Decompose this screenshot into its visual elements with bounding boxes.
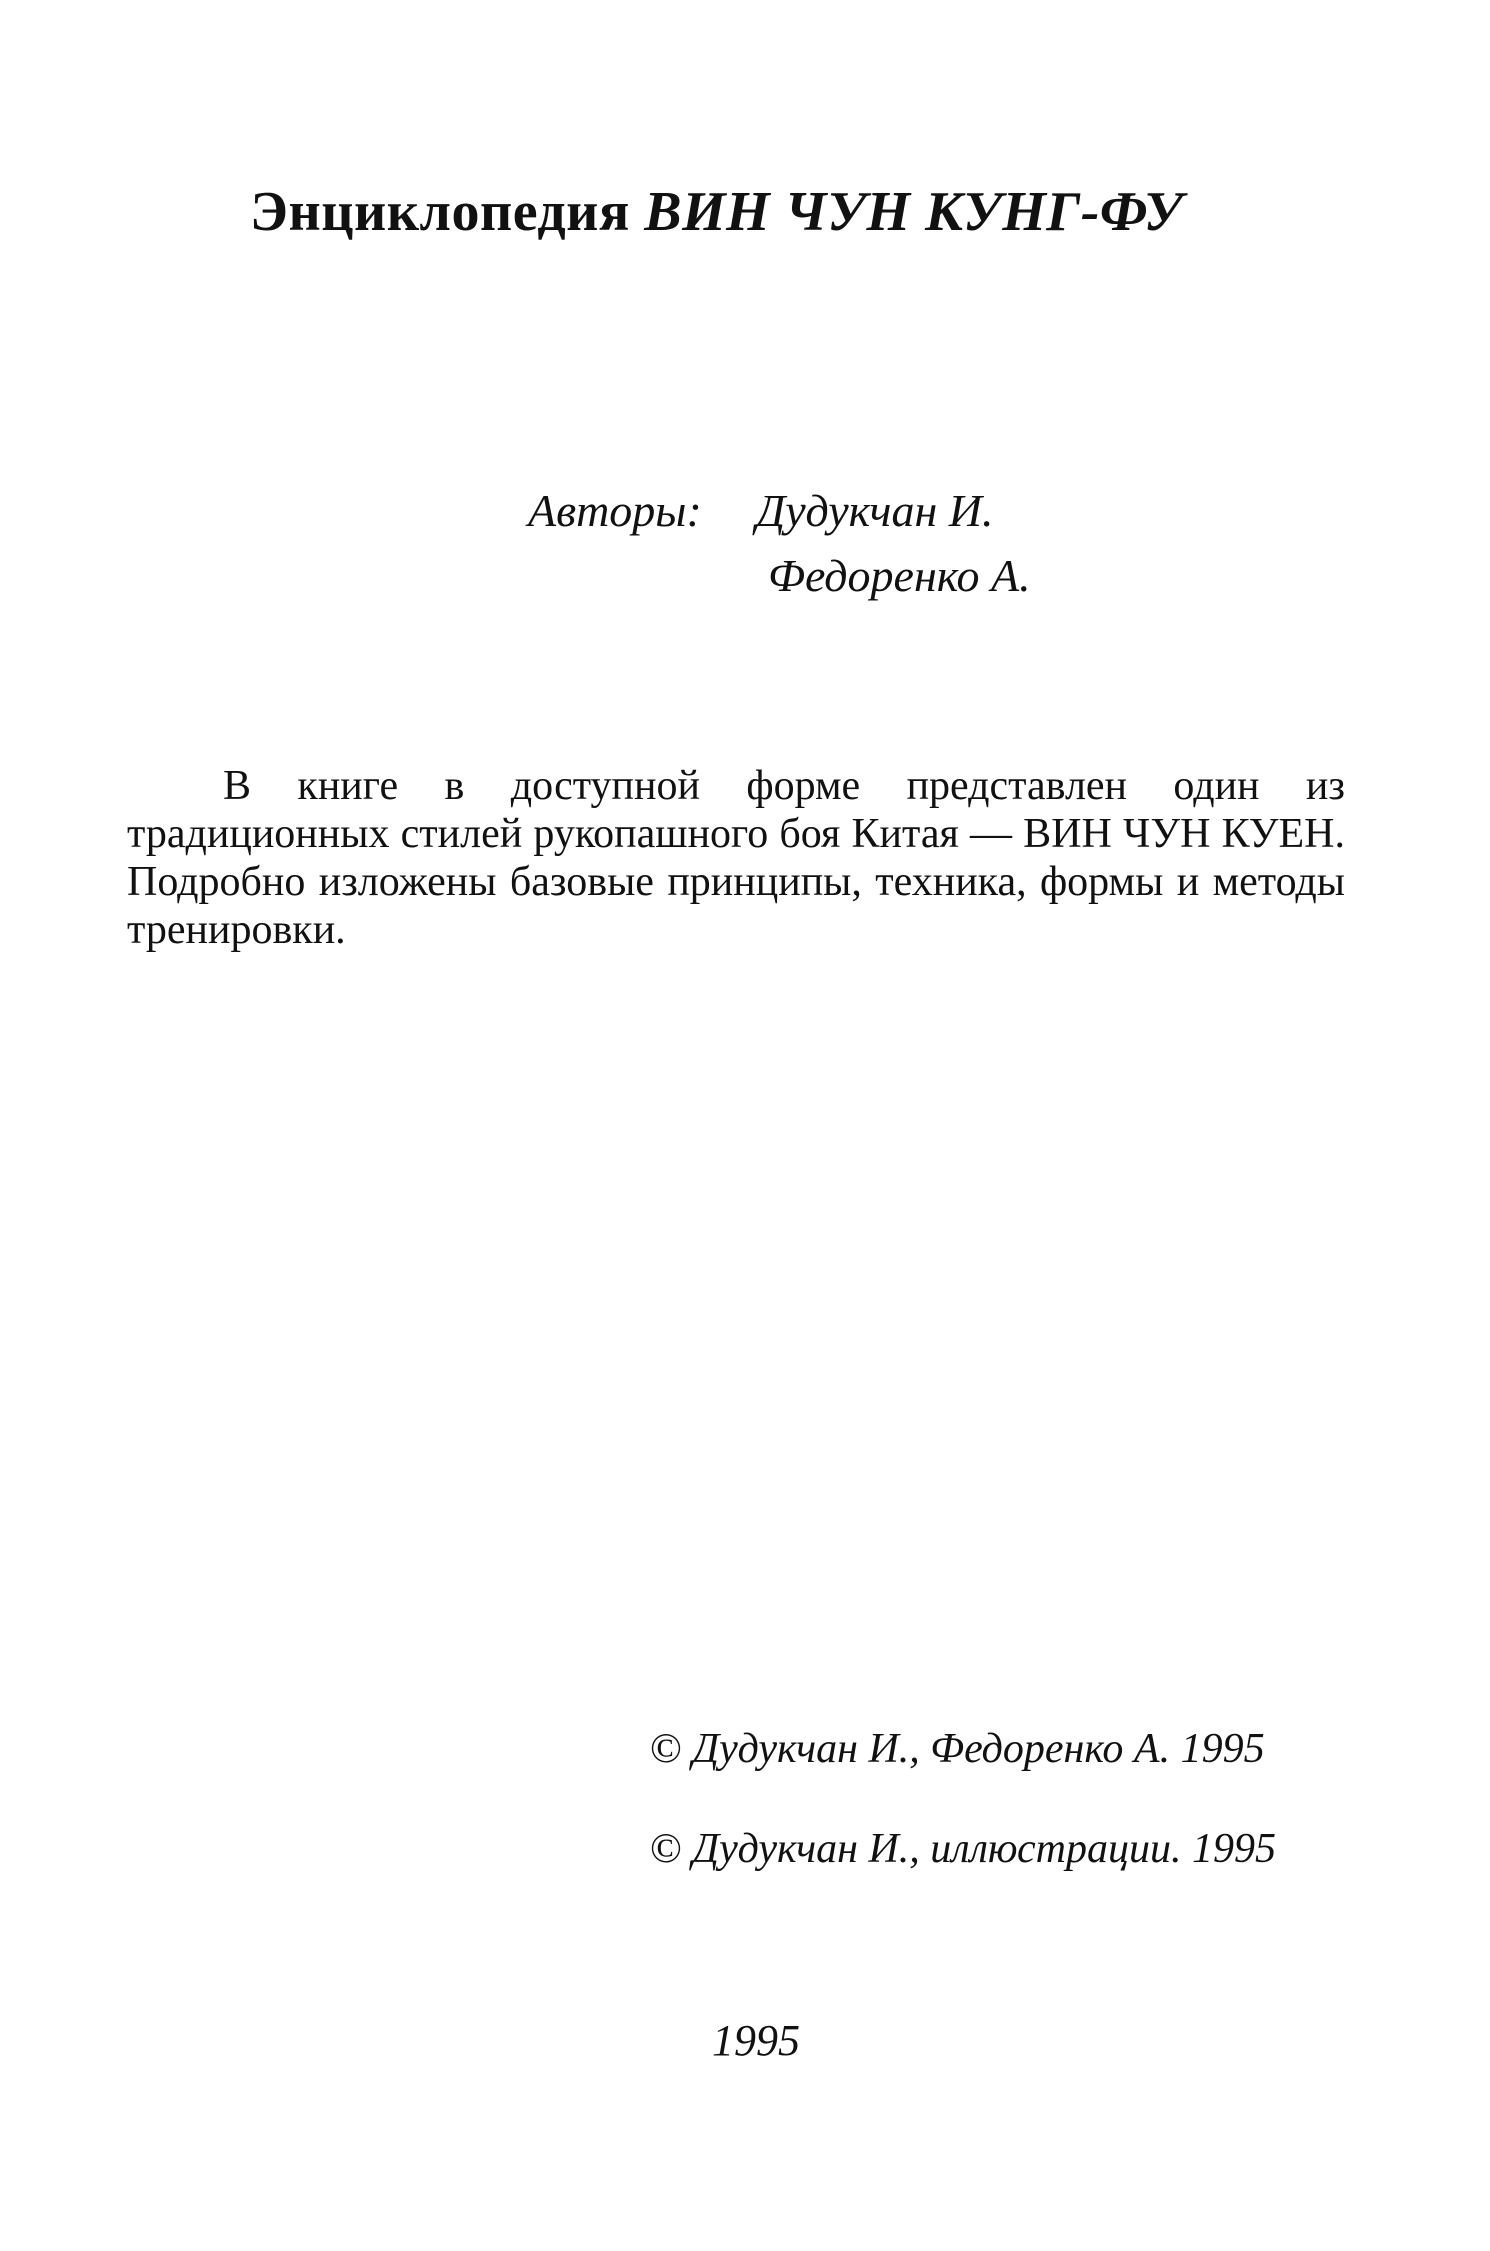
book-abstract: В книге в доступной форме представлен один из традиционных стилей рукопашного боя Китая — ВИН ЧУН КУЕН. Подробно изложены базовые принципы, техника, формы и методы тренировки. — [127, 763, 1345, 953]
author-name: Дудукчан И. — [756, 485, 994, 536]
title-main: ВИН ЧУН КУНГ-ФУ — [644, 181, 1184, 243]
copyright-line — [650, 1825, 1276, 1873]
author-name: Федоренко А. — [768, 550, 1031, 601]
copyright-symbol: © — [650, 1826, 682, 1872]
copyright-symbol: © — [650, 1726, 682, 1772]
authors-label: Авторы: — [528, 485, 702, 536]
title-prefix: Энциклопедия — [250, 181, 630, 243]
copyright-text: Дудукчан И., иллюстрации. 1995 — [692, 1826, 1276, 1872]
book-title — [250, 180, 1183, 244]
copyright-line — [650, 1725, 1265, 1773]
copyright-text: Дудукчан И., Федоренко А. 1995 — [692, 1726, 1265, 1772]
publication-year: 1995 — [712, 2016, 800, 2065]
